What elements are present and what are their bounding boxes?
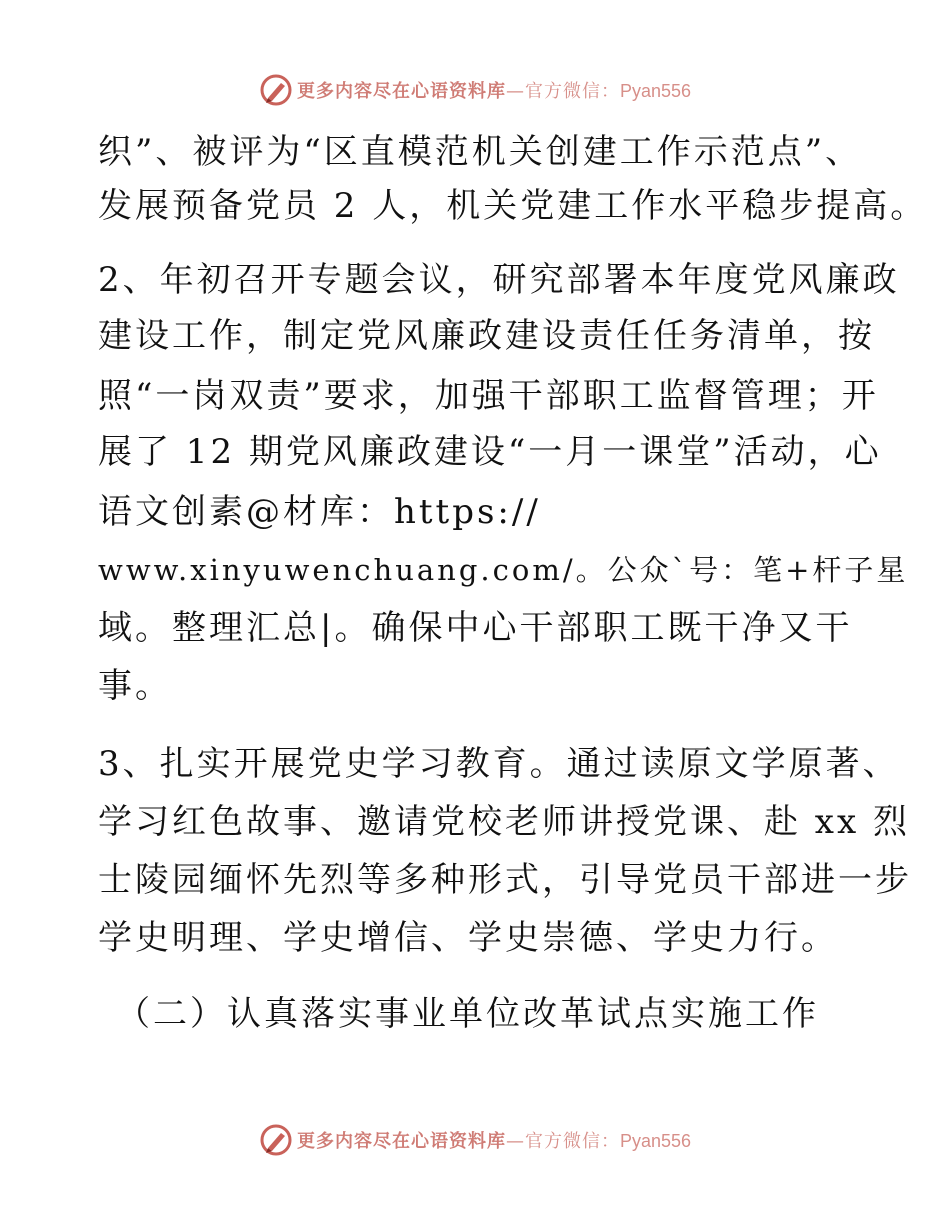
body-line: 域。整理汇总|。确保中心干部职工既干净又干	[98, 608, 853, 648]
watermark-separator: —	[505, 1131, 525, 1152]
body-line: 展了 12 期党风廉政建设“一月一课堂”活动，心	[98, 432, 882, 472]
pen-logo-icon	[259, 1123, 293, 1157]
footer-watermark	[0, 1120, 950, 1160]
body-line: 3、扎实开展党史学习教育。通过读原文学原著、	[98, 744, 900, 784]
watermark-text	[297, 77, 691, 103]
pen-logo-icon	[259, 73, 293, 107]
header-watermark	[0, 70, 950, 110]
watermark-wechat-label: 官方微信：	[524, 81, 620, 102]
watermark-wechat-id: Pyan556	[619, 1131, 692, 1151]
watermark-main: 更多内容尽在心语资料库	[296, 1131, 506, 1152]
body-line: 士陵园缅怀先烈等多种形式，引导党员干部进一步	[98, 860, 912, 900]
section-heading: （二）认真落实事业单位改革试点实施工作	[116, 994, 819, 1034]
watermark-wechat-label: 官方微信：	[524, 1131, 620, 1152]
watermark-wechat-id: Pyan556	[619, 81, 692, 101]
watermark-separator: —	[505, 81, 525, 102]
body-line: 事。	[98, 666, 172, 706]
body-line: 织”、被评为“区直模范机关创建工作示范点”、	[98, 132, 863, 172]
watermark-main: 更多内容尽在心语资料库	[296, 81, 506, 102]
body-line: 学史明理、学史增信、学史崇德、学史力行。	[98, 918, 838, 958]
body-line: 照“一岗双责”要求，加强干部职工监督管理；开	[98, 376, 879, 416]
body-line: 语文创素@材库：https://	[98, 492, 541, 532]
body-line: 建设工作，制定党风廉政建设责任任务清单，按	[98, 316, 875, 356]
body-line: www.xinyuwenchuang.com/。公众`号：笔+杆子星	[98, 553, 909, 587]
body-line: 2、年初召开专题会议，研究部署本年度党风廉政	[98, 260, 900, 300]
body-line: 发展预备党员 2 人，机关党建工作水平稳步提高。	[98, 186, 928, 226]
watermark-text	[297, 1127, 691, 1153]
body-line: 学习红色故事、邀请党校老师讲授党课、赴 xx 烈	[98, 802, 910, 842]
